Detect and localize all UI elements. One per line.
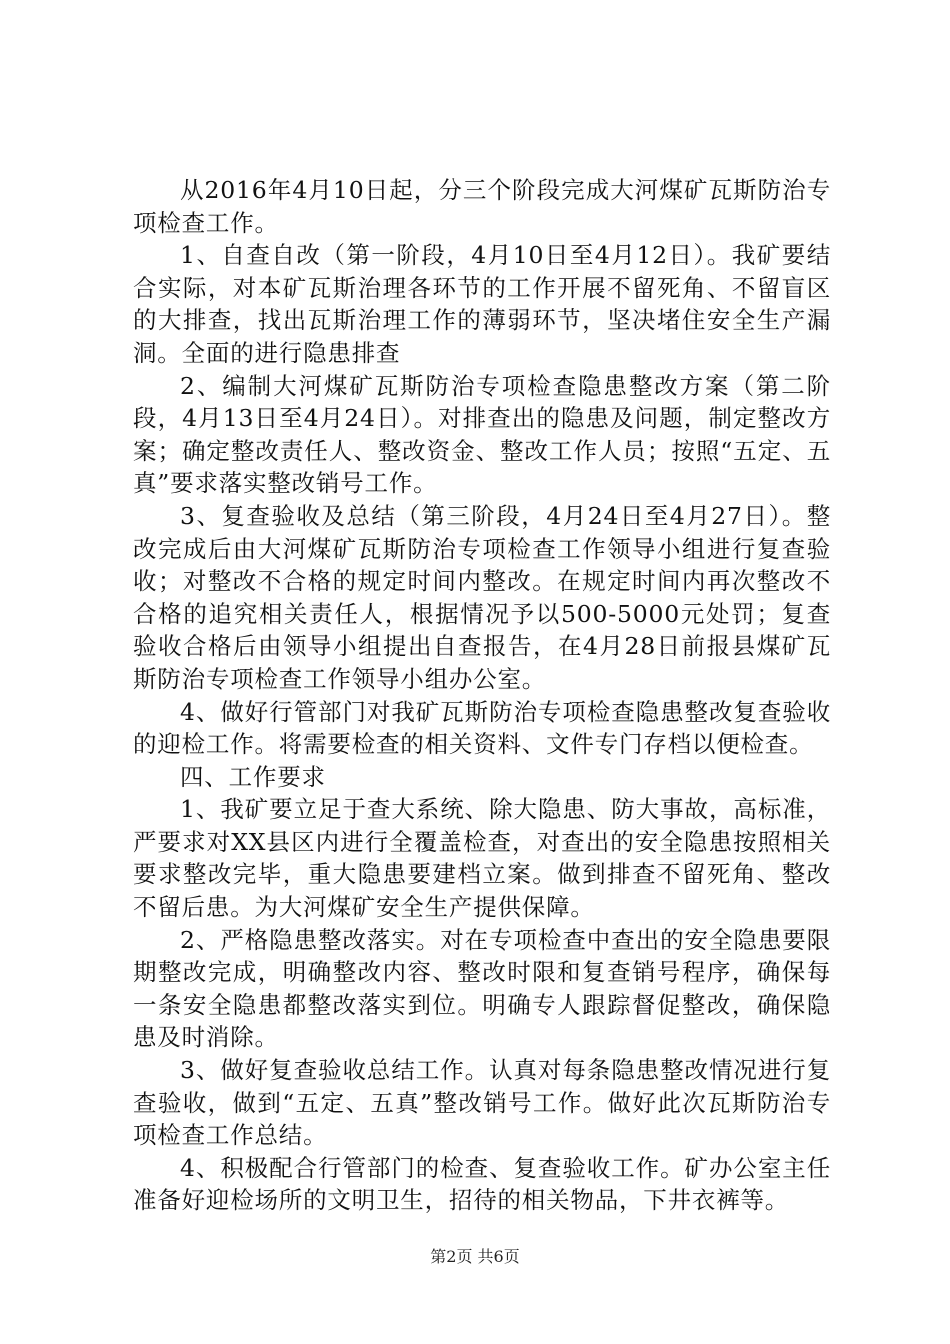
paragraph-stage-4: 4、做好行管部门对我矿瓦斯防治专项检查隐患整改复查验收的迎检工作。将需要检查的相关资料、文件专门存档以便检查。 xyxy=(133,697,831,759)
paragraph-intro: 从2016年4月10日起，分三个阶段完成大河煤矿瓦斯防治专项检查工作。 xyxy=(133,176,831,237)
document-body xyxy=(133,174,831,1217)
paragraph-stage-2: 2、编制大河煤矿瓦斯防治专项检查隐患整改方案（第二阶段，4月13日至4月24日）。对排查出的隐患及问题，制定整改方案；确定整改责任人、整改资金、整改工作人员；按照“五定、五真”要求落实整改销号工作。 xyxy=(133,371,831,498)
section-heading-requirements: 四、工作要求 xyxy=(180,762,326,791)
paragraph-stage-3: 3、复查验收及总结（第三阶段，4月24日至4月27日）。整改完成后由大河煤矿瓦斯防治专项检查工作领导小组进行复查验收；对整改不合格的规定时间内整改。在规定时间内再次整改不合格的追究相关责任人，根据情况予以500-5000元处罚；复查验收合格后由领导小组提出自查报告，在4月28日前报县煤矿瓦斯防治专项检查工作领导小组办公室。 xyxy=(133,501,831,693)
paragraph-requirement-4: 4、积极配合行管部门的检查、复查验收工作。矿办公室主任准备好迎检场所的文明卫生，招待的相关物品，下井衣裤等。 xyxy=(133,1153,831,1215)
paragraph-stage-1: 1、自查自改（第一阶段，4月10日至4月12日）。我矿要结合实际，对本矿瓦斯治理各环节的工作开展不留死角、不留盲区的大排查，找出瓦斯治理工作的薄弱环节，坚决堵住安全生产漏洞。全面的进行隐患排查 xyxy=(133,241,831,367)
paragraph-requirement-3: 3、做好复查验收总结工作。认真对每条隐患整改情况进行复查验收，做到“五定、五真”整改销号工作。做好此次瓦斯防治专项检查工作总结。 xyxy=(133,1056,831,1150)
paragraph-requirement-1: 1、我矿要立足于查大系统、除大隐患、防大事故，高标准，严要求对XX县区内进行全覆盖检查，对查出的安全隐患按照相关要求整改完毕，重大隐患要建档立案。做到排查不留死角、整改不留后患。为大河煤矿安全生产提供保障。 xyxy=(133,795,831,922)
paragraph-requirement-2: 2、严格隐患整改落实。对在专项检查中查出的安全隐患要限期整改完成，明确整改内容、整改时限和复查销号程序，确保每一条安全隐患都整改落实到位。明确专人跟踪督促整改，确保隐患及时消除。 xyxy=(133,925,831,1052)
page-number-footer: 第2页 共6页 xyxy=(430,1247,520,1266)
